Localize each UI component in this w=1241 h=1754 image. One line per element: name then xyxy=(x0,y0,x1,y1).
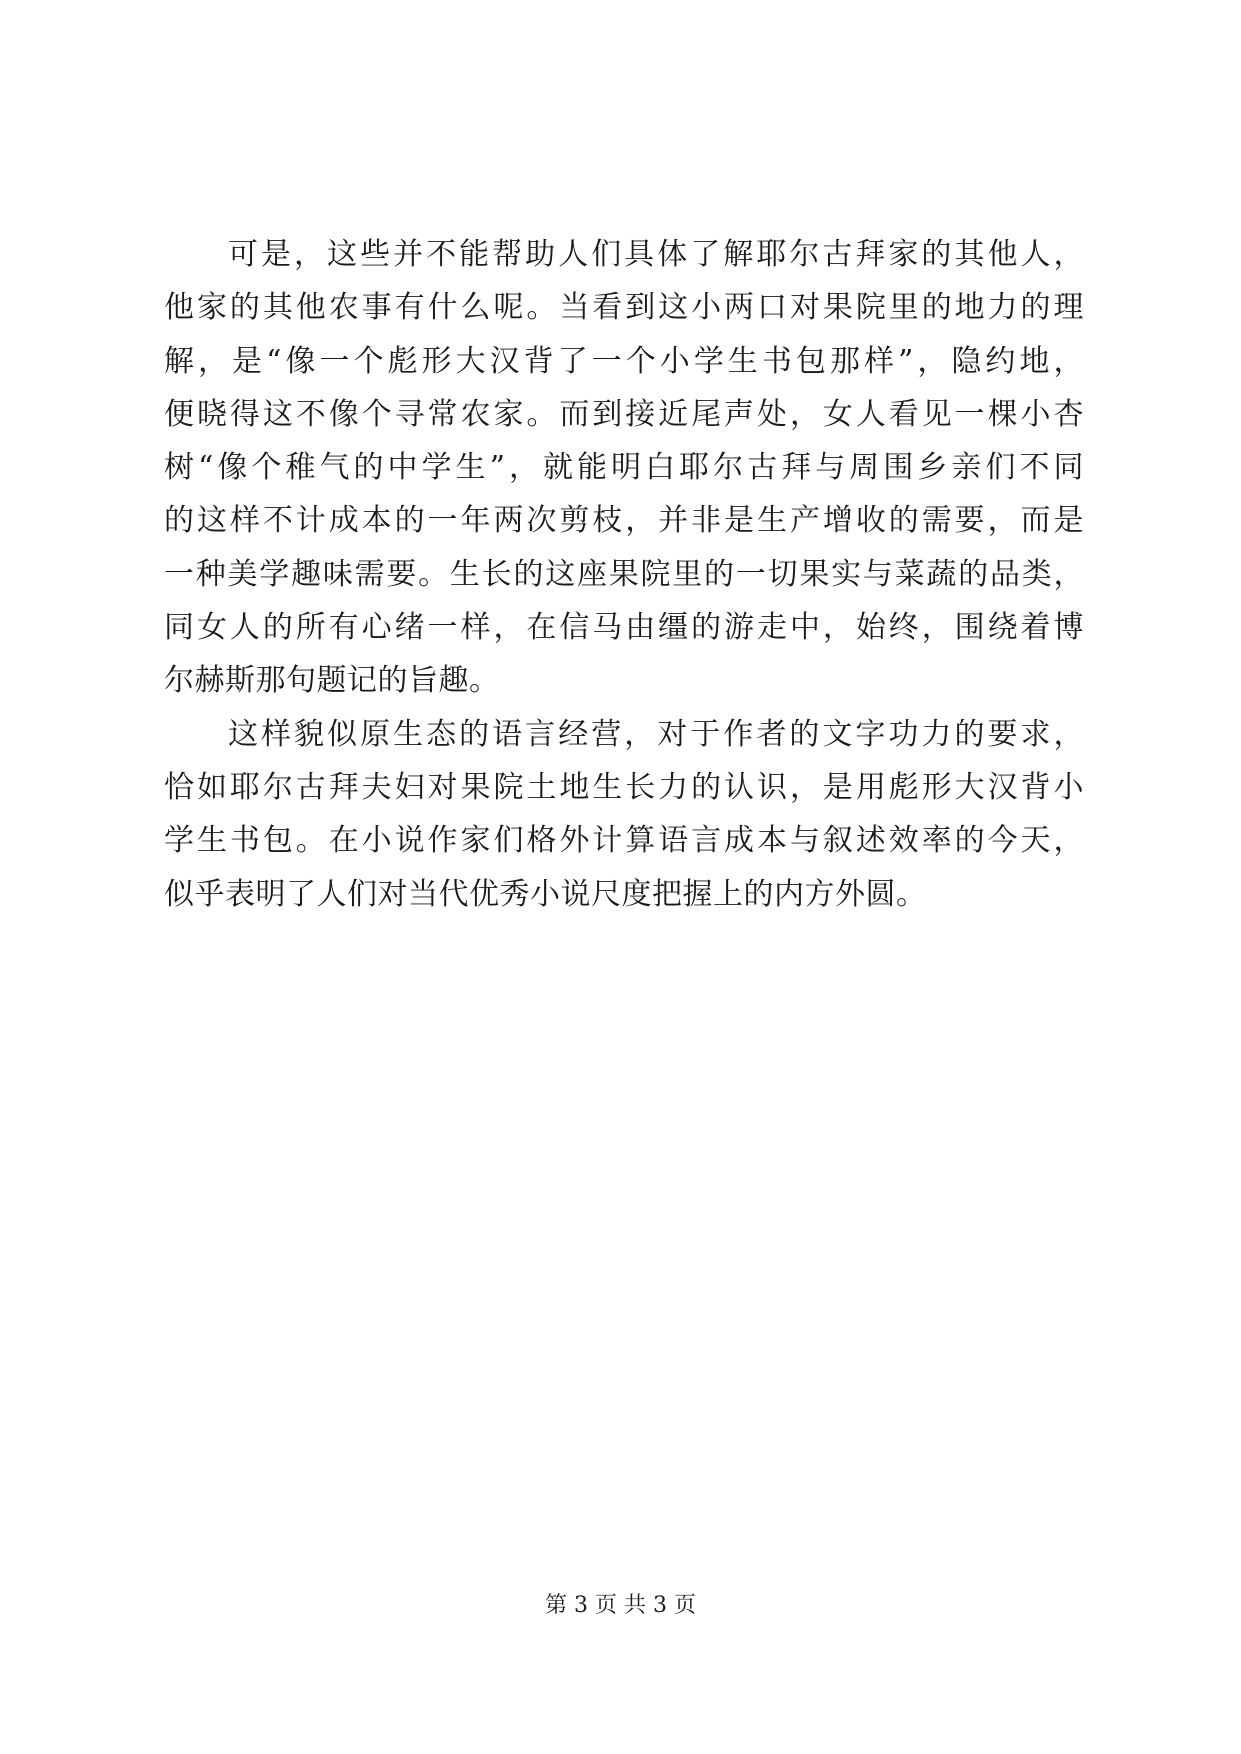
text-line: 似乎表明了人们对当代优秀小说尺度把握上的内方外圆。 xyxy=(164,876,927,912)
text-line: 便晓得这不像个寻常农家。而到接近尾声处，女人看见一棵小杏 xyxy=(164,396,1084,432)
text-line: 学生书包。在小说作家们格外计算语言成本与叙述效率的今天， xyxy=(164,823,1084,859)
text-line: 尔赫斯那句题记的旨趣。 xyxy=(164,663,500,699)
text-line: 的这样不计成本的一年两次剪枝，并非是生产增收的需要，而是 xyxy=(164,503,1084,539)
text-line: 恰如耶尔古拜夫妇对果院土地生长力的认识，是用彪形大汉背小 xyxy=(164,769,1084,805)
text-line: 可是，这些并不能帮助人们具体了解耶尔古拜家的其他人， xyxy=(228,237,1084,272)
text-line: 同女人的所有心绪一样，在信马由缰的游走中，始终，围绕着博 xyxy=(164,610,1084,646)
page-footer xyxy=(0,1591,1241,1621)
paragraph-1 xyxy=(164,228,1084,708)
page-number-label: 第 3 页 共 3 页 xyxy=(545,1593,696,1618)
text-line: 一种美学趣味需要。生长的这座果院里的一切果实与菜蔬的品类， xyxy=(164,556,1084,592)
text-line: 解，是“像一个彪形大汉背了一个小学生书包那样”，隐约地， xyxy=(164,343,1084,379)
paragraph-2 xyxy=(164,708,1084,921)
text-line: 树“像个稚气的中学生”，就能明白耶尔古拜与周围乡亲们不同 xyxy=(164,450,1084,486)
text-line: 这样貌似原生态的语言经营，对于作者的文字功力的要求， xyxy=(228,716,1084,752)
body-text xyxy=(164,228,1084,921)
text-line: 他家的其他农事有什么呢。当看到这小两口对果院里的地力的理 xyxy=(164,290,1084,326)
